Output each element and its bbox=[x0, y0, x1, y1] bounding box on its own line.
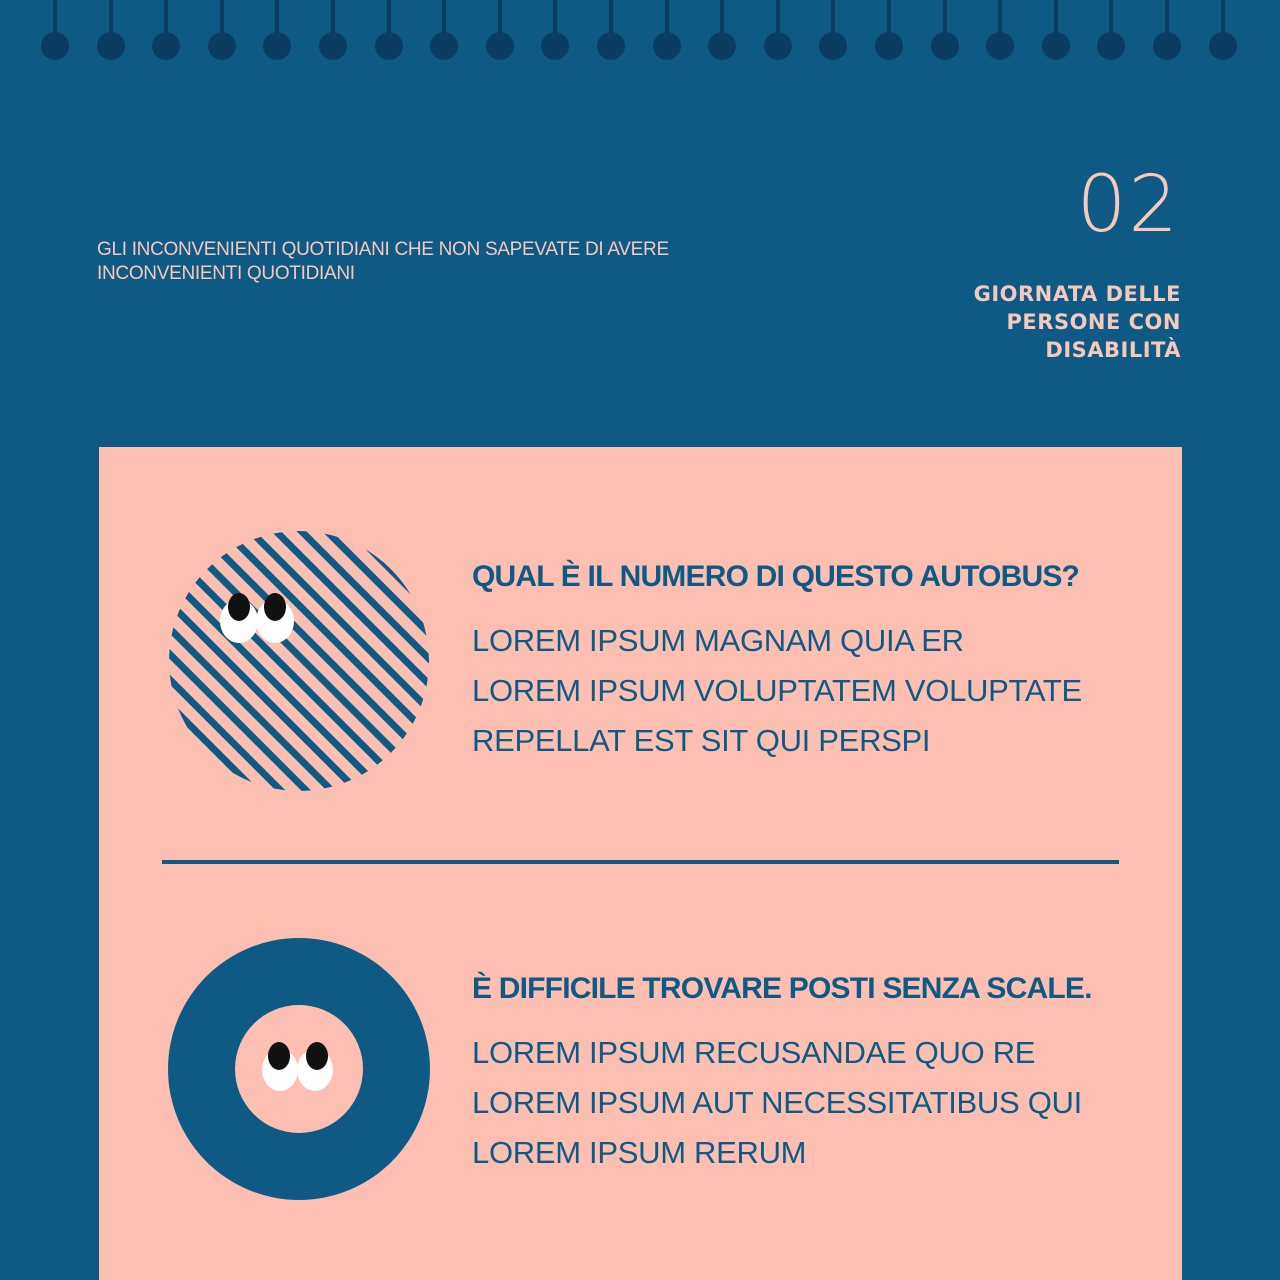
binding-pin bbox=[1097, 0, 1125, 60]
binding-pin bbox=[486, 0, 514, 60]
event-title: GIORNATA DELLE PERSONE CON DISABILITÀ bbox=[973, 282, 1181, 362]
binding-pin bbox=[430, 0, 458, 60]
binding-pin bbox=[319, 0, 347, 60]
striped-circle-eyes-icon bbox=[167, 529, 431, 793]
binding-pin bbox=[931, 0, 959, 60]
item-line: LOREM IPSUM VOLUPTATEM VOLUPTATE bbox=[472, 673, 1082, 708]
binding-pin bbox=[152, 0, 180, 60]
binding-pin bbox=[708, 0, 736, 60]
binding-pin bbox=[1209, 0, 1237, 60]
binding-pin bbox=[819, 0, 847, 60]
item-question: QUAL È IL NUMERO DI QUESTO AUTOBUS? bbox=[472, 560, 1080, 593]
page-subtitle: GLI INCONVENIENTI QUOTIDIANI CHE NON SAPEVATE DI AVERE INCONVENIENTI QUOTIDIANI bbox=[97, 239, 669, 284]
binding-pin bbox=[41, 0, 69, 60]
binding-pin bbox=[208, 0, 236, 60]
item-line: LOREM IPSUM RERUM bbox=[472, 1135, 807, 1170]
binding-pin bbox=[541, 0, 569, 60]
content-card bbox=[99, 447, 1182, 1280]
binding-pin bbox=[764, 0, 792, 60]
item-question: È DIFFICILE TROVARE POSTI SENZA SCALE. bbox=[472, 972, 1092, 1005]
item-line: LOREM IPSUM AUT NECESSITATIBUS QUI bbox=[472, 1085, 1082, 1120]
binding-pin bbox=[653, 0, 681, 60]
page-number: 02 bbox=[1076, 160, 1180, 250]
binding-pin bbox=[375, 0, 403, 60]
item-line: REPELLAT EST SIT QUI PERSPI bbox=[472, 723, 931, 758]
binding-pin bbox=[1153, 0, 1181, 60]
section-divider bbox=[162, 860, 1119, 864]
binding-pin bbox=[597, 0, 625, 60]
binding-pin bbox=[986, 0, 1014, 60]
binding-pin bbox=[875, 0, 903, 60]
calendar-binding-pins bbox=[0, 0, 1280, 70]
item-block-1 bbox=[472, 560, 1152, 766]
item-line: LOREM IPSUM RECUSANDAE QUO RE bbox=[472, 1035, 1036, 1070]
binding-pin bbox=[263, 0, 291, 60]
item-line: LOREM IPSUM MAGNAM QUIA ER bbox=[472, 623, 964, 658]
item-block-2 bbox=[472, 972, 1152, 1178]
binding-pin bbox=[97, 0, 125, 60]
ring-eyes-icon bbox=[167, 937, 431, 1201]
binding-pin bbox=[1042, 0, 1070, 60]
